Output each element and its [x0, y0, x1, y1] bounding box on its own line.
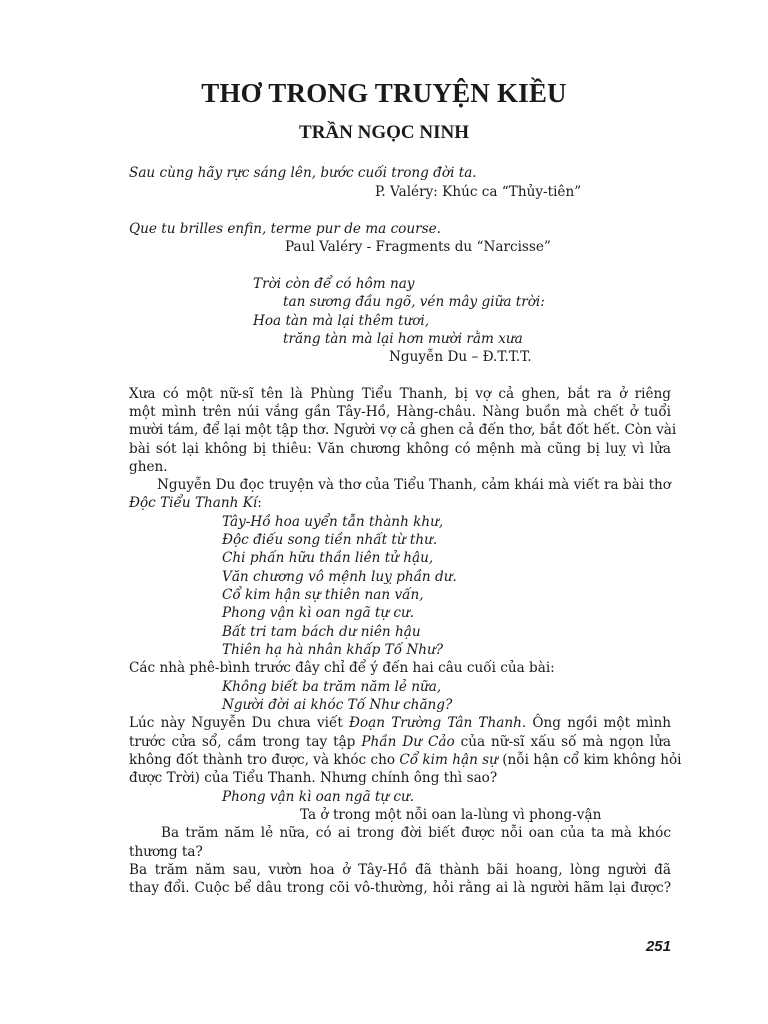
body-line: Ba trăm năm lẻ nữa, có ai trong đời biết được nỗi oan của ta mà khóc [161, 825, 671, 841]
body-line: Xưa có một nữ-sĩ tên là Phùng Tiểu Thanh, bị vợ cả ghen, bắt ra ở riêng [129, 386, 671, 402]
body-line: bài sót lại không bị thiêu: Văn chương không có mệnh mà cũng bị luỵ vì lửa [129, 441, 671, 457]
poem-line: Chi phấn hữu thần liên tử hậu, [222, 550, 434, 566]
poem-line: Độc điếu song tiền nhất từ thư. [222, 532, 438, 548]
epigraph-vn-source: P. Valéry: Khúc ca “Thủy-tiên” [375, 184, 582, 200]
body-line: được Trời) của Tiểu Thanh. Nhưng chính ông thì sao? [129, 770, 498, 786]
epigraph-fr-source: Paul Valéry - Fragments du “Narcisse” [285, 239, 551, 255]
epigraph-vn-quote: Sau cùng hãy rực sáng lên, bước cuối trong đời ta. [129, 165, 477, 181]
quote-line: Phong vận kì oan ngã tự cư. [222, 789, 415, 805]
poem-line: Phong vận kì oan ngã tự cư. [222, 605, 415, 621]
poem-line: Văn chương vô mệnh luỵ phần dư. [222, 569, 457, 585]
epigraph-verse-line: Trời còn để có hôm nay [253, 276, 415, 292]
poem-line: Thiên hạ hà nhân khấp Tố Như? [222, 642, 444, 658]
epigraph-fr-quote: Que tu brilles enfin, terme pur de ma course. [129, 221, 441, 237]
poem-title: Độc Tiểu Thanh Kí [129, 495, 258, 511]
article-title: THƠ TRONG TRUYỆN KIỀU [201, 78, 567, 108]
body-line: Nguyễn Du đọc truyện và thơ của Tiểu Thanh, cảm khái mà viết ra bài thơ [157, 477, 671, 493]
critics-quote-line: Người đời ai khóc Tố Như chăng? [222, 697, 453, 713]
body-line: ghen. [129, 459, 168, 475]
body-line: Các nhà phê-bình trước đây chỉ để ý đến hai câu cuối của bài: [129, 660, 555, 676]
epigraph-verse-line: trăng tàn mà lại hơn mười rằm xưa [283, 331, 523, 347]
body-line: Lúc này Nguyễn Du chưa viết Đoạn Trường Tân Thanh. Ông ngồi một mình [129, 715, 671, 731]
body-line: thay đổi. Cuộc bể dâu trong cõi vô-thường, hỏi rằng ai là người hãm lại được? [129, 880, 671, 896]
body-line: thương ta? [129, 844, 203, 860]
poem-line: Tây-Hồ hoa uyển tẫn thành khư, [222, 514, 444, 530]
critics-quote-line: Không biết ba trăm năm lẻ nữa, [222, 679, 442, 695]
body-line: Độc Tiểu Thanh Kí: [129, 495, 262, 511]
body-line: Ba trăm năm sau, vườn hoa ở Tây-Hồ đã thành bãi hoang, lòng người đã [129, 862, 671, 878]
body-line: mười tám, để lại một tập thơ. Người vợ cả ghen cả đến thơ, bắt đốt hết. Còn vài [129, 422, 677, 438]
article-author: TRẦN NGỌC NINH [299, 122, 469, 143]
page-number: 251 [645, 938, 671, 955]
translation-line: Ta ở trong một nỗi oan la-lùng vì phong-vận [300, 807, 602, 823]
body-line: một mình trên núi vắng gần Tây-Hồ, Hàng-châu. Nàng buồn mà chết ở tuổi [129, 404, 671, 420]
epigraph-verse-line: Hoa tàn mà lại thêm tươi, [253, 313, 430, 329]
epigraph-verse-line: tan sương đầu ngõ, vén mây giữa trời: [283, 294, 545, 310]
body-line: trước cửa sổ, cầm trong tay tập Phần Dư Cảo của nữ-sĩ xấu số mà ngọn lửa [129, 734, 671, 750]
poem-line: Bất tri tam bách dư niên hậu [222, 624, 421, 640]
body-line: không đốt thành tro được, và khóc cho Cổ kim hận sự (nỗi hận cổ kim không hỏi [129, 752, 682, 768]
poem-line: Cổ kim hận sự thiên nan vấn, [222, 587, 424, 603]
epigraph-verse-source: Nguyễn Du – Đ.T.T.T. [389, 349, 532, 365]
